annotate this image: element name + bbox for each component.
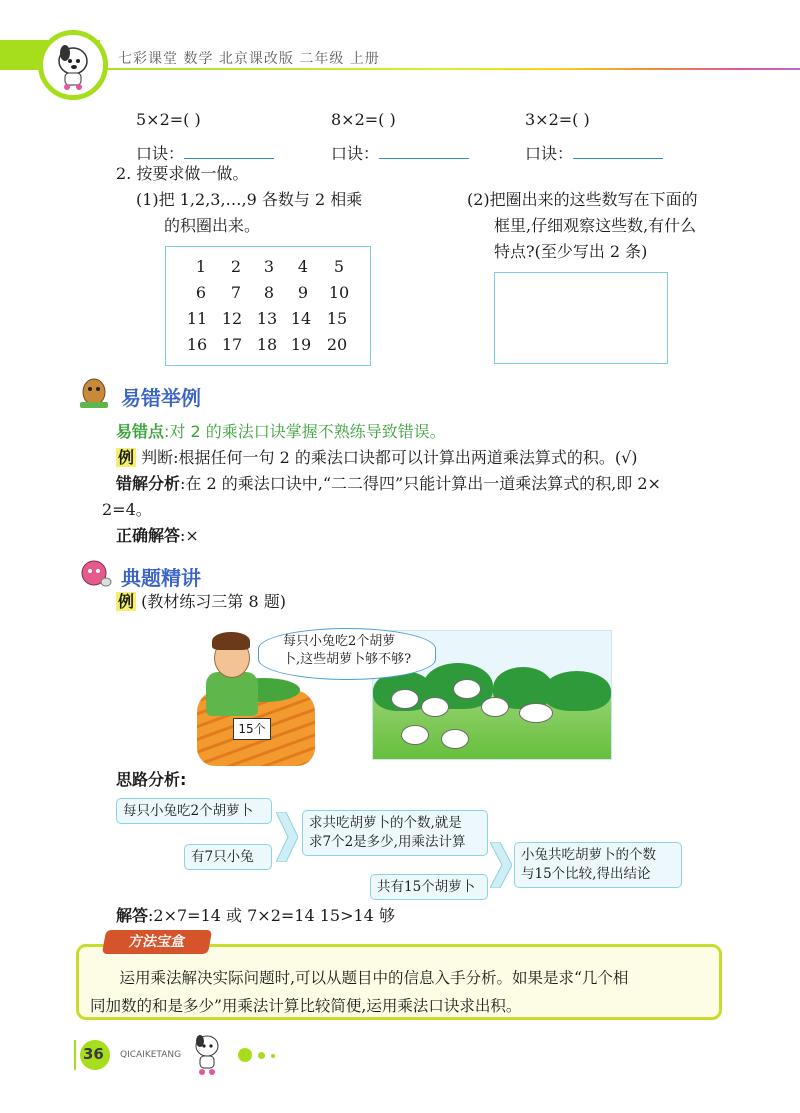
grid-number[interactable]: 10	[328, 283, 350, 302]
rabbit-icon	[391, 689, 419, 709]
part1-line2: 的积圈出来。	[164, 216, 261, 235]
footer-dot	[258, 1052, 265, 1059]
grid-number[interactable]: 5	[333, 257, 345, 276]
correct-answer: 正确解答:×	[116, 526, 199, 545]
part1-line1: (1)把 1,2,3,…,9 各数与 2 相乘	[136, 190, 363, 209]
boy-body	[206, 672, 258, 716]
rabbit-icon	[421, 697, 449, 717]
part2-line2: 框里,仔细观察这些数,有什么	[494, 216, 697, 235]
rabbit-icon	[481, 697, 509, 717]
mnemonic-label-1: 口诀：	[136, 140, 274, 164]
grid-number[interactable]: 2	[230, 257, 242, 276]
grid-number[interactable]: 6	[195, 283, 207, 302]
thinking-label: 思路分析:	[116, 770, 187, 789]
rabbit-icon	[441, 729, 469, 749]
grid-number[interactable]: 4	[297, 257, 309, 276]
footer-brand: QICAIKETANG	[120, 1050, 182, 1060]
mascot-icon	[38, 30, 108, 100]
grid-number[interactable]: 19	[290, 335, 312, 354]
part2-line1: (2)把圈出来的这些数写在下面的	[467, 190, 698, 209]
grid-number[interactable]: 11	[186, 309, 208, 328]
example-tag: 例	[118, 448, 135, 467]
grid-number[interactable]: 1	[195, 257, 207, 276]
grid-number[interactable]: 15	[326, 309, 348, 328]
mnemonic-blank-1[interactable]	[184, 140, 274, 159]
grid-number[interactable]: 18	[256, 335, 278, 354]
mnemonic-blank-3[interactable]	[573, 140, 663, 159]
footer-mascot-icon	[190, 1032, 224, 1082]
typical-section-icon	[76, 556, 112, 594]
part2-line3: 特点?(至少写出 2 条)	[494, 242, 648, 261]
grid-number[interactable]: 9	[297, 283, 309, 302]
answer-box[interactable]	[494, 272, 668, 364]
mnemonic-label-2: 口诀：	[331, 140, 469, 164]
grid-number[interactable]: 12	[221, 309, 243, 328]
flow-arrow-icon	[490, 842, 512, 888]
error-section-icon	[76, 376, 112, 414]
mnemonic-label-3: 口诀：	[525, 140, 663, 164]
footer-divider	[74, 1040, 76, 1070]
rabbit-icon	[519, 703, 553, 723]
method-box-tab: 方法宝盒	[102, 930, 212, 954]
typical-section-title: 典题精讲	[121, 566, 201, 590]
flow-box-conclusion: 小兔共吃胡萝卜的个数 与15个比较,得出结论	[514, 842, 682, 888]
grid-number[interactable]: 8	[263, 283, 275, 302]
grid-number[interactable]: 16	[186, 335, 208, 354]
equation-1: 5×2=( )	[136, 110, 201, 129]
footer-dot	[271, 1054, 275, 1058]
flow-box-method: 求共吃胡萝卜的个数,就是 求7个2是多少,用乘法计算	[302, 810, 488, 856]
grid-number[interactable]: 17	[221, 335, 243, 354]
header-title: 七彩课堂 数学 北京课改版 二年级 上册	[118, 51, 380, 67]
grid-number[interactable]: 13	[256, 309, 278, 328]
exercise2-title: 2. 按要求做一做。	[116, 164, 249, 183]
equation-2: 8×2=( )	[331, 110, 396, 129]
error-analysis: 错解分析:在 2 的乘法口诀中,“二二得四”只能计算出一道乘法算式的积,即 2×	[116, 474, 661, 493]
equation-3: 3×2=( )	[525, 110, 590, 129]
method-text: 运用乘法解决实际问题时,可以从题目中的信息入手分析。如果是求“几个相 同加数的和是多少”用乘法计算比较简便,运用乘法口诀求出积。	[90, 969, 629, 1015]
flow-box-rabbit-eats: 每只小兔吃2个胡萝卜	[116, 798, 272, 824]
error-analysis-cont: 2=4。	[102, 500, 152, 519]
typical-example: 例 (教材练习三第 8 题)	[118, 592, 286, 611]
page-number: 36	[83, 1045, 104, 1063]
rabbit-icon	[401, 725, 429, 745]
speech-bubble-text: 每只小兔吃2个胡萝 卜,这些胡萝卜够不够?	[283, 634, 412, 667]
number-grid	[165, 246, 371, 366]
flow-box-carrot-total: 共有15个胡萝卜	[370, 874, 488, 900]
example-tag: 例	[118, 592, 135, 611]
mnemonic-blank-2[interactable]	[379, 140, 469, 159]
flow-arrow-icon	[276, 812, 298, 862]
rabbit-icon	[453, 679, 481, 699]
error-example: 例 判断:根据任何一句 2 的乘法口诀都可以计算出两道乘法算式的积。(√)	[118, 448, 638, 467]
grid-number[interactable]: 7	[230, 283, 242, 302]
solution: 解答:2×7=14 或 7×2=14 15>14 够	[116, 906, 395, 925]
flow-box-rabbit-count: 有7只小兔	[184, 844, 272, 870]
carrot-count-label: 15个	[233, 718, 271, 740]
error-point: 易错点:对 2 的乘法口诀掌握不熟练导致错误。	[116, 422, 446, 441]
footer-dot	[238, 1048, 252, 1062]
error-section-title: 易错举例	[121, 386, 201, 410]
grid-number[interactable]: 3	[263, 257, 275, 276]
grid-number[interactable]: 20	[326, 335, 348, 354]
grid-number[interactable]: 14	[290, 309, 312, 328]
boy-hair	[212, 632, 250, 650]
